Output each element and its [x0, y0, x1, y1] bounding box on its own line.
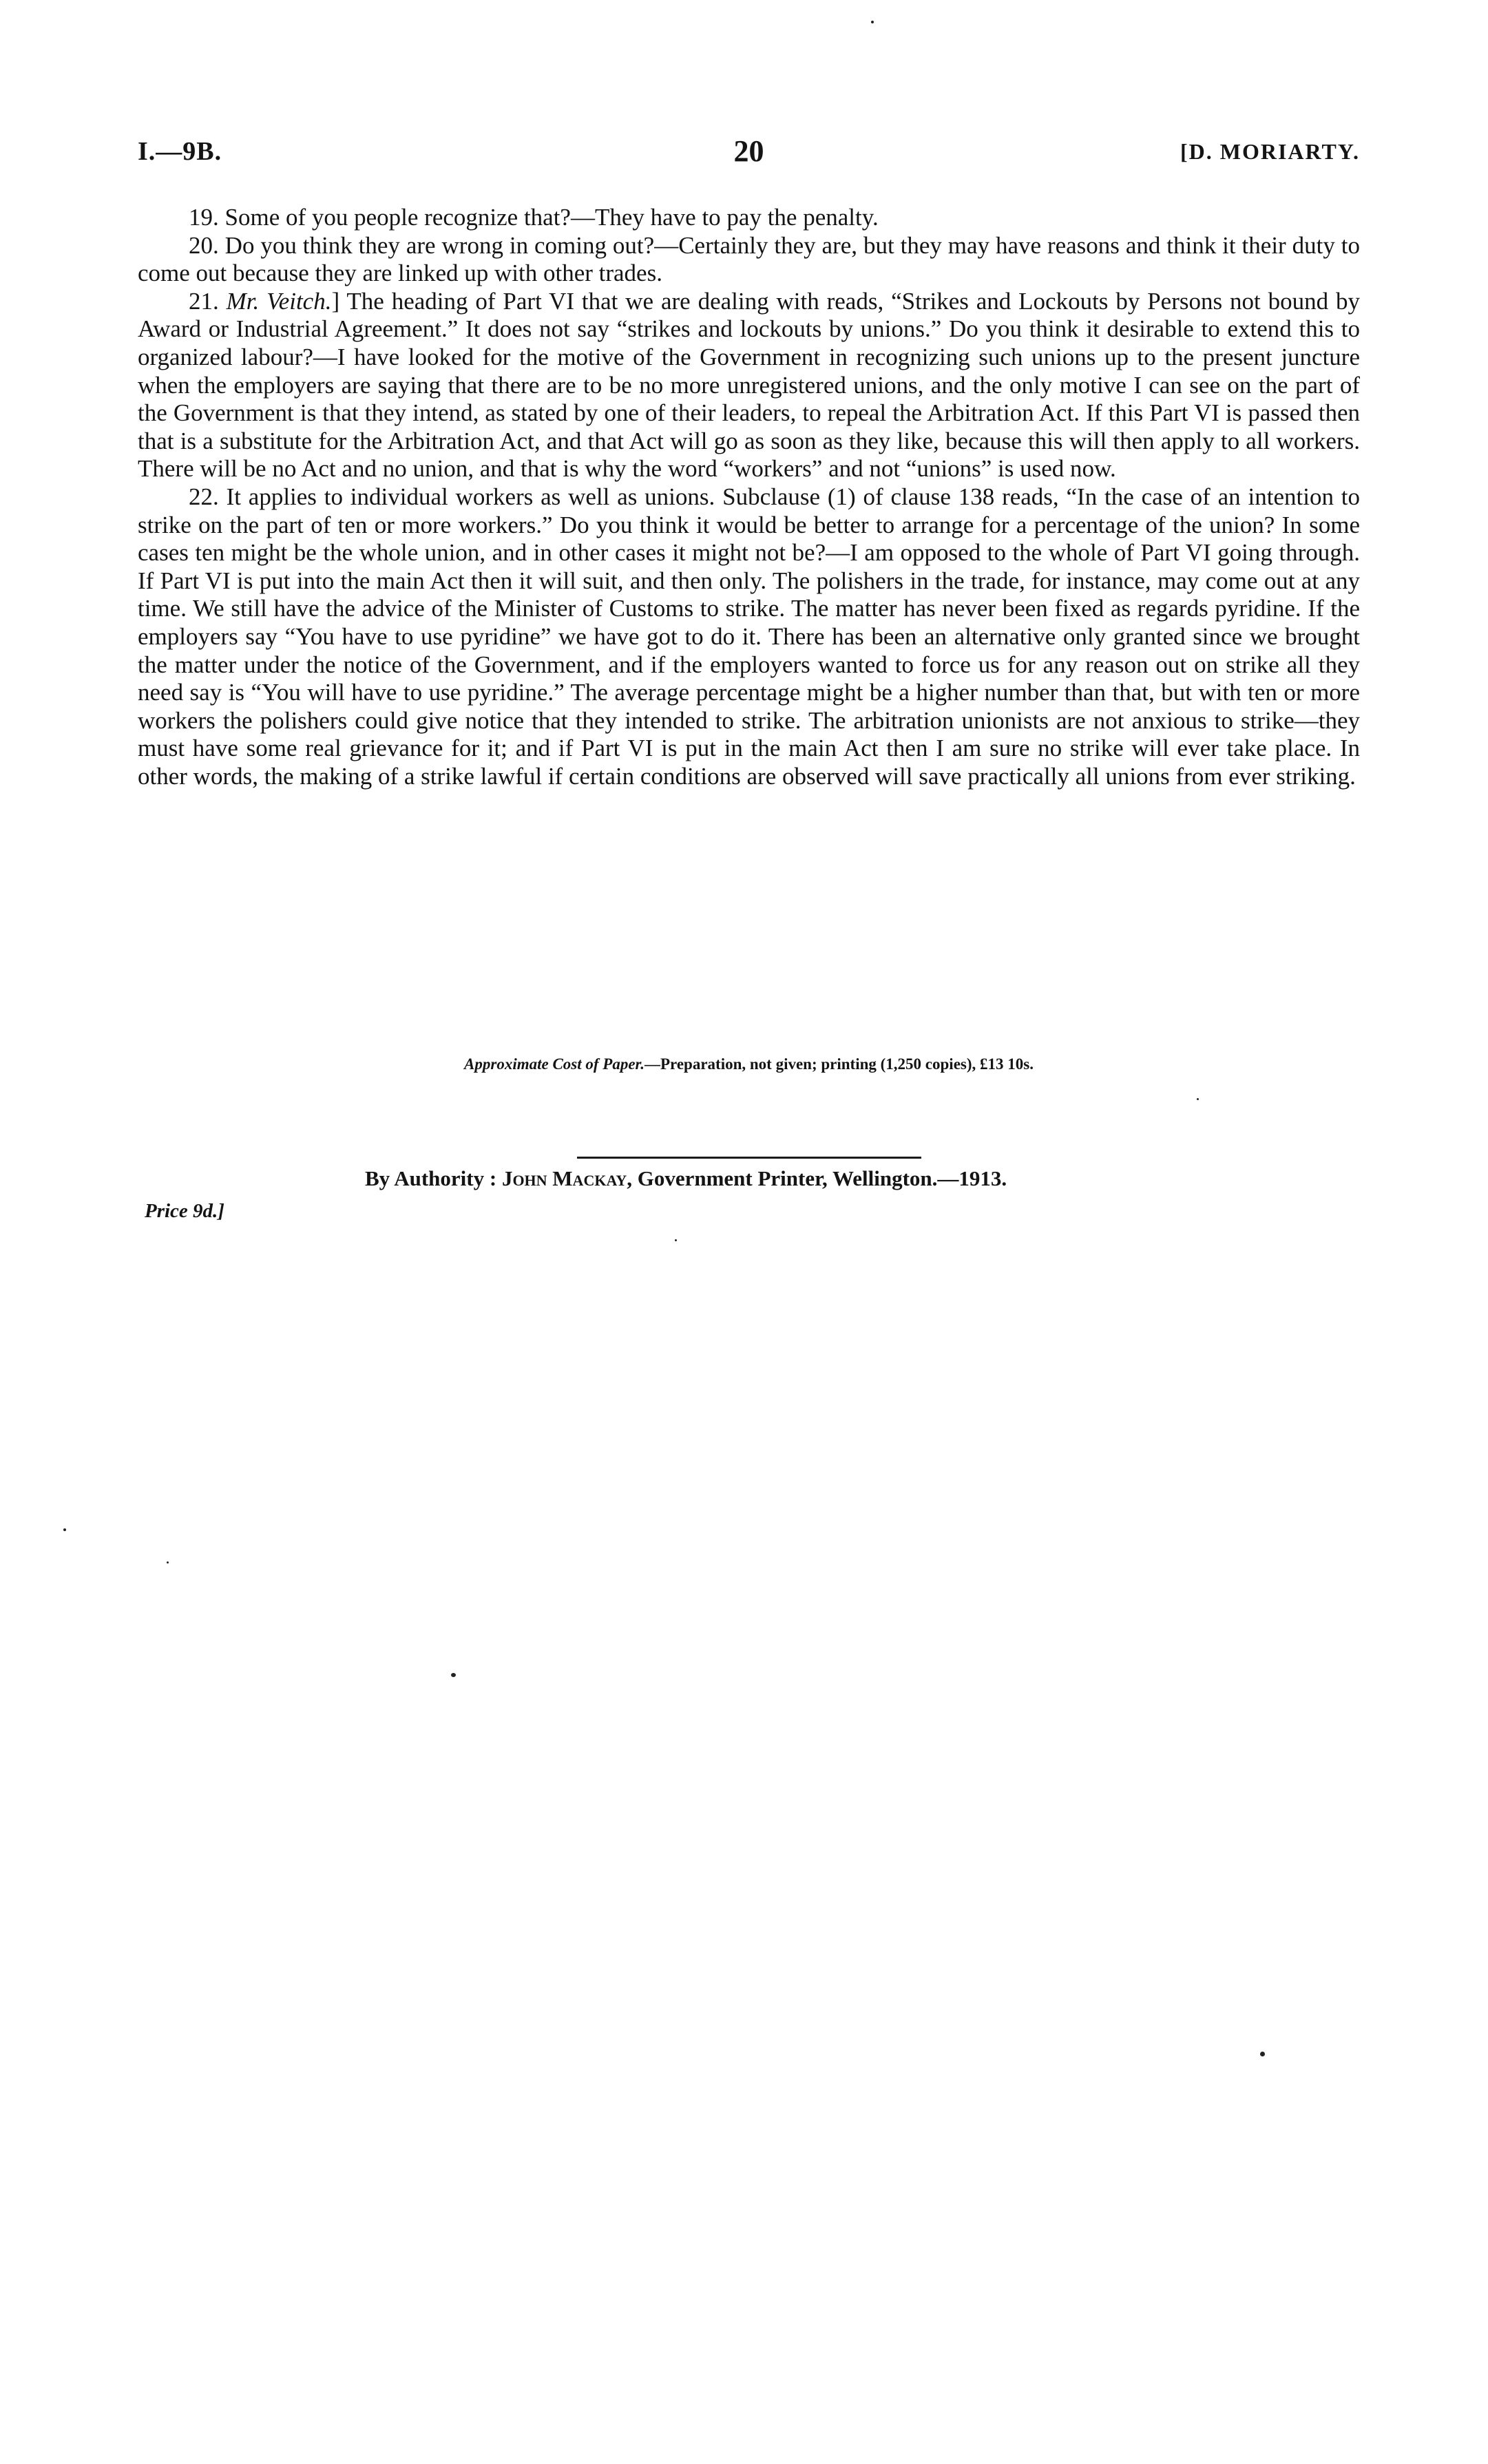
printer-name: John Mackay — [501, 1166, 627, 1190]
scan-speck — [63, 1528, 66, 1531]
scan-speck — [1197, 1098, 1199, 1100]
scan-speck — [1260, 2052, 1265, 2056]
page-header — [138, 136, 1360, 178]
scan-speck — [451, 1673, 456, 1677]
question-20: 20. Do you think they are wrong in coming out?—Certainly they are, but they may have reasons and think it their duty to come out because they are linked up with other trades. — [138, 231, 1360, 287]
scan-speck — [871, 21, 874, 23]
printer-imprint: By Authority : John Mackay, Government Printer, Wellington.—1913. — [365, 1166, 1007, 1190]
question-22: 22. It applies to individual workers as well as unions. Subclause (1) of clause 138 reads, “In the case of an intention to strike on the part of ten or more workers.” Do you think it would be better to arrange for a percentage of the union? In some cases ten might be the whole union, and in other cases it might not be?—I am opposed to the whole of Part VI going through. If Part VI is put into the main Act then it will suit, and then only. The polishers in the trade, for instance, may come out at any time. We still have the advice of the Minister of Customs to strike. The matter has never been fixed as regards pyridine. If the employers say “You have to use pyridine” we have got to do it. There has been an alternative only granted since we brought the matter under the notice of the Government, and if the employers wanted to force us for any reason out on strike all they need say is “You will have to use pyridine.” The average percentage might be a higher number than that, but with ten or more workers the polishers could give notice that they intended to strike. The arbitration unionists are not anxious to strike—they must have some real grievance for it; and if Part VI is put in the main Act then I am sure no strike will ever take place. In other words, the making of a strike lawful if certain conditions are observed will save practically all unions from ever striking. — [138, 483, 1360, 790]
cost-label: Approximate Cost of Paper. — [464, 1055, 645, 1073]
witness-name: [D. MORIARTY. — [1180, 139, 1360, 164]
cost-text: —Preparation, not given; printing (1,250 copies), £13 10s. — [644, 1055, 1034, 1073]
approximate-cost-line — [138, 1055, 1360, 1073]
page-number: 20 — [733, 134, 764, 168]
paper-reference: I.—9B. — [138, 137, 222, 166]
scan-speck — [167, 1561, 169, 1563]
scan-speck — [675, 1239, 677, 1241]
question-21: 21. Mr. Veitch.] The heading of Part VI that we are dealing with reads, “Strikes and Lockouts by Persons not bound by Award or Industrial Agreement.” It does not say “strikes and lockouts by unions.” Do you think it desirable to extend this to organized labour?—I have looked for the motive of the Government in recognizing such unions up to the present juncture when the employers are saying that there are to be no more unregistered unions, and the only motive I can see on the part of the Government is that they intend, as stated by one of their leaders, to repeal the Arbitration Act. If this Part VI is passed then that is a substitute for the Arbitration Act, and that Act will go as soon as they like, because this will then apply to all workers. There will be no Act and no union, and that is why the word “workers” and not “unions” is used now. — [138, 287, 1361, 483]
evidence-body — [138, 204, 1360, 790]
footer-divider — [577, 1157, 921, 1159]
price-label: Price 9d.] — [145, 1200, 224, 1222]
question-19: 19. Some of you people recognize that?—They have to pay the penalty. — [189, 204, 879, 231]
speaker-name: Mr. Veitch. — [226, 287, 332, 315]
